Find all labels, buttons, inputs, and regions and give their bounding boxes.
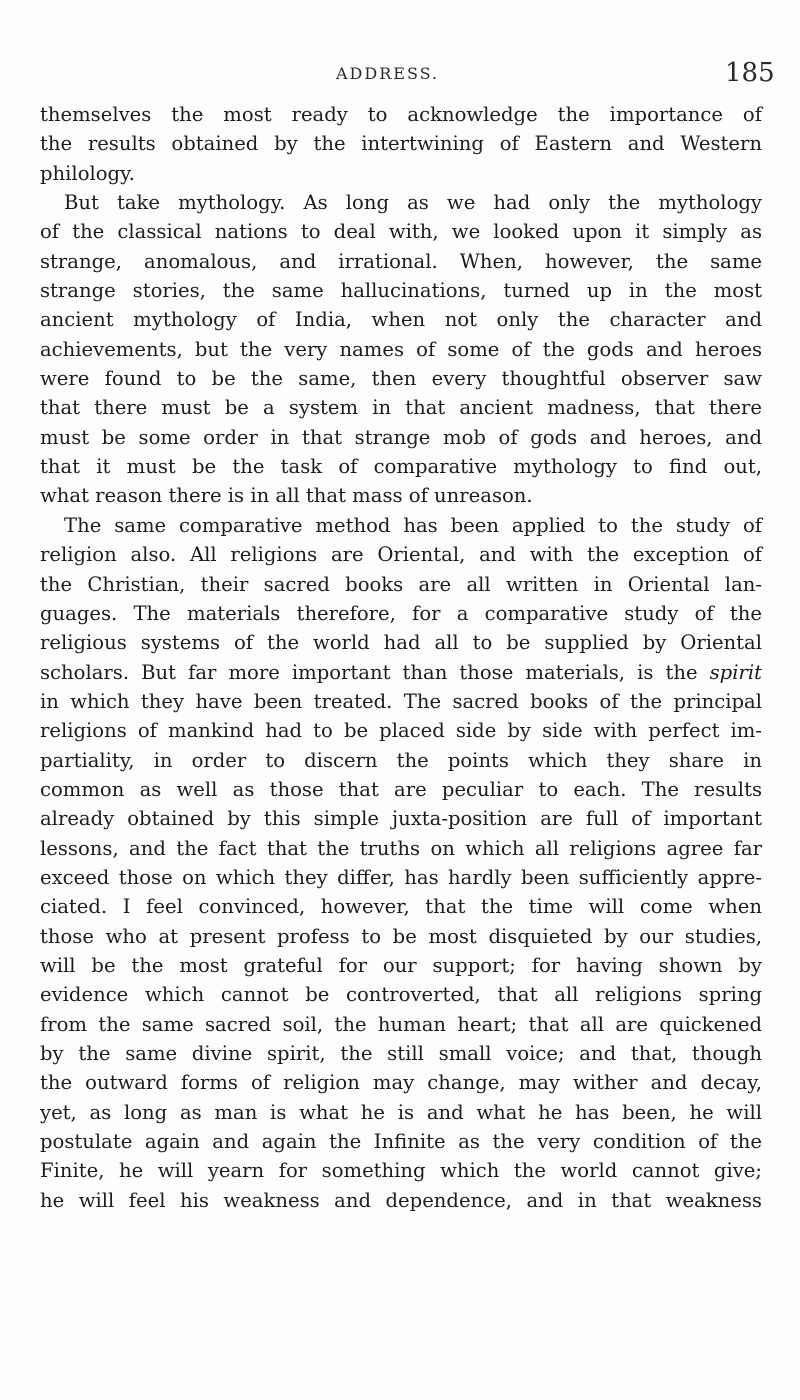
text-line: achievements, but the very names of some of the gods and heroes (40, 337, 762, 361)
text-line: guages. The materials therefore, for a comparative study of the (40, 601, 762, 625)
text-line: strange, anomalous, and irrational. When, however, the same (40, 249, 762, 273)
text-line: were found to be the same, then every thoughtful observer saw (40, 367, 762, 391)
text-line: lessons, and the fact that the truths on which all religions agree far (40, 836, 762, 860)
body-text (40, 100, 762, 1215)
text-line: must be some order in that strange mob of gods and heroes, and (40, 425, 762, 449)
text-line: yet, as long as man is what he is and what he has been, he will (40, 1100, 762, 1124)
text-line: by the same divine spirit, the still small voice; and that, though (40, 1042, 762, 1065)
text-line: of the classical nations to deal with, we looked upon it simply as (40, 220, 762, 244)
text-segment: scholars. But far more important than those materials, is the (40, 660, 698, 684)
text-line: themselves the most ready to acknowledge the importance of (40, 103, 762, 126)
text-line: that it must be the task of comparative mythology to find out, (40, 455, 762, 479)
text-line: ancient mythology of India, when not only the character and (40, 308, 762, 332)
text-line: the Christian, their sacred books are all written in Oriental lan- (40, 572, 762, 596)
text-line: evidence which cannot be controverted, that all religions spring (40, 983, 762, 1007)
paragraph-start-line: The same comparative method has been applied to the study of (64, 513, 762, 537)
text-line: common as well as those that are peculiar to each. The results (40, 777, 762, 801)
text-line: already obtained by this simple juxta-position are full of important (40, 807, 762, 831)
text-line: philology. (40, 161, 135, 185)
text-line: postulate again and again the Infinite as the very condition of the (40, 1130, 762, 1154)
text-line: he will feel his weakness and dependence, and in that weakness (40, 1188, 762, 1212)
text-line: Finite, he will yearn for something which the world cannot give; (40, 1159, 762, 1183)
text-line: will be the most grateful for our support; for having shown by (40, 953, 762, 977)
running-header (0, 58, 800, 98)
text-line: those who at present profess to be most disquieted by our studies, (40, 924, 762, 948)
text-line: what reason there is in all that mass of unreason. (40, 484, 533, 508)
text-line: strange stories, the same hallucinations, turned up in the most (40, 279, 762, 303)
page-number: 185 (725, 58, 775, 88)
text-line: religion also. All religions are Oriental, and with the exception of (40, 543, 762, 567)
text-line: from the same sacred soil, the human heart; that all are quickened (40, 1012, 762, 1036)
text-line: ciated. I feel convinced, however, that the time will come when (40, 895, 762, 919)
running-title: ADDRESS. (336, 64, 440, 83)
text-line: the outward forms of religion may change, may wither and decay, (40, 1071, 762, 1095)
text-line: religions of mankind had to be placed side by side with perfect im- (40, 719, 762, 743)
text-line (40, 658, 762, 687)
text-line: exceed those on which they differ, has hardly been sufficiently appre- (40, 865, 762, 889)
text-line: religious systems of the world had all to be supplied by Oriental (40, 631, 762, 655)
text-line: partiality, in order to discern the points which they share in (40, 748, 762, 772)
paragraph-start-line: But take mythology. As long as we had only the mythology (64, 191, 762, 215)
text-line: the results obtained by the intertwining of Eastern and Western (40, 132, 762, 156)
italic-word: spirit (709, 660, 762, 684)
text-line: that there must be a system in that ancient madness, that there (40, 396, 762, 420)
text-line: in which they have been treated. The sacred books of the principal (40, 689, 762, 713)
